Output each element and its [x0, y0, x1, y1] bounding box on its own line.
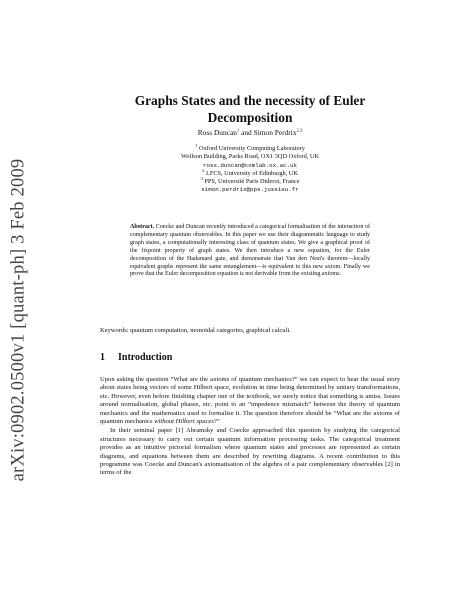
- author-line: [100, 128, 400, 137]
- section-title: Introduction: [118, 352, 173, 363]
- section-heading: [100, 352, 400, 363]
- author-duncan: Ross Duncan: [197, 128, 237, 137]
- paper-page: [100, 0, 400, 613]
- author-duncan-affil: 1: [236, 127, 240, 133]
- paragraph-1-emphasis: without Hilbert spaces: [154, 418, 214, 426]
- affiliation-oxford: $^1$ Oxford University Computing Laboratory: [195, 142, 305, 152]
- paragraph-1: Upon asking the question “What are the axioms of quantum mechanics?” we can expect to hear the usual story about states being vectors of some Hilbert space, evolution in time being determined by unitary transformations, etc. However, even before finishing chapter one of the textbook, we surely notice that something is amiss. Issues around normalisation, global phases, etc. point to an “impedence mismatch” between the theory of quantum mechanics and the mathematics used to formalise it. The question therefore should be “What are the axioms of quantum mechanics without Hilbert spaces?”: [100, 376, 400, 426]
- affiliation-oxford-address: Wolfson Building, Parks Road, OX1 3QD Oxford, UK: [180, 153, 320, 161]
- email-perdrix[interactable]: simon.perdrix@pps.jussieu.fr: [201, 186, 299, 194]
- arxiv-identifier: [4, 140, 34, 500]
- arxiv-identifier-text: arXiv:0902.0500v1 [quant-ph] 3 Feb 2009: [8, 158, 29, 482]
- keywords: Keywords: quantum computation, monoidal categories, graphical calculi.: [100, 327, 291, 334]
- paragraph-2: In their seminal paper [1] Abramsky and Coecke approached this question by studying the categorical structures necessary to carry out certain quantum information processing tasks. The categorical treatment provides as an intuitive pictorial formalism where quantum states and processes are represented as certain diagrams, and equations between them are described by rewriting diagrams. A recent contribution to this programme was Coecke and Duncan's axiomatisation of the algebra of a pair complementary observables [2] in terms of the: [100, 427, 400, 477]
- abstract: [130, 224, 370, 279]
- author-perdrix-affil: 2,3: [296, 127, 303, 133]
- body-text: [100, 376, 400, 478]
- author-perdrix: Simon Perdrix: [253, 128, 297, 137]
- abstract-label: Abstract.: [130, 224, 155, 230]
- email-duncan[interactable]: ross.duncan@comlab.ox.ac.uk: [203, 161, 297, 169]
- affiliation-edinburgh: $^2$ LFCS, University of Edinburgh, UK: [202, 167, 298, 177]
- abstract-text: Coecke and Duncan recently introduced a categorical formalisation of the interaction of complementary quantum observables. In this paper we use their diagrammatic language to study graph states, a computationally interesting class of quantum states. We give a graphical proof of the fixpoint property of graph states. We then introduce a new equation, for the Euler decomposition of the Hadamard gate, and demonstrate that Van den Nest's theorem—locally equivalent graphs represent the same entanglement—is equivalent to this new axiom. Finally we prove that the Euler decomposition equation is not derivable from the existing axioms.: [130, 224, 370, 278]
- section-number: 1: [100, 352, 105, 363]
- affiliation-pps: $^3$ PPS, Université Paris Diderot, France: [200, 176, 300, 186]
- affiliations: [100, 142, 400, 195]
- author-connector: and: [239, 128, 254, 137]
- paper-title: Graphs States and the necessity of Euler Decomposition: [134, 93, 366, 125]
